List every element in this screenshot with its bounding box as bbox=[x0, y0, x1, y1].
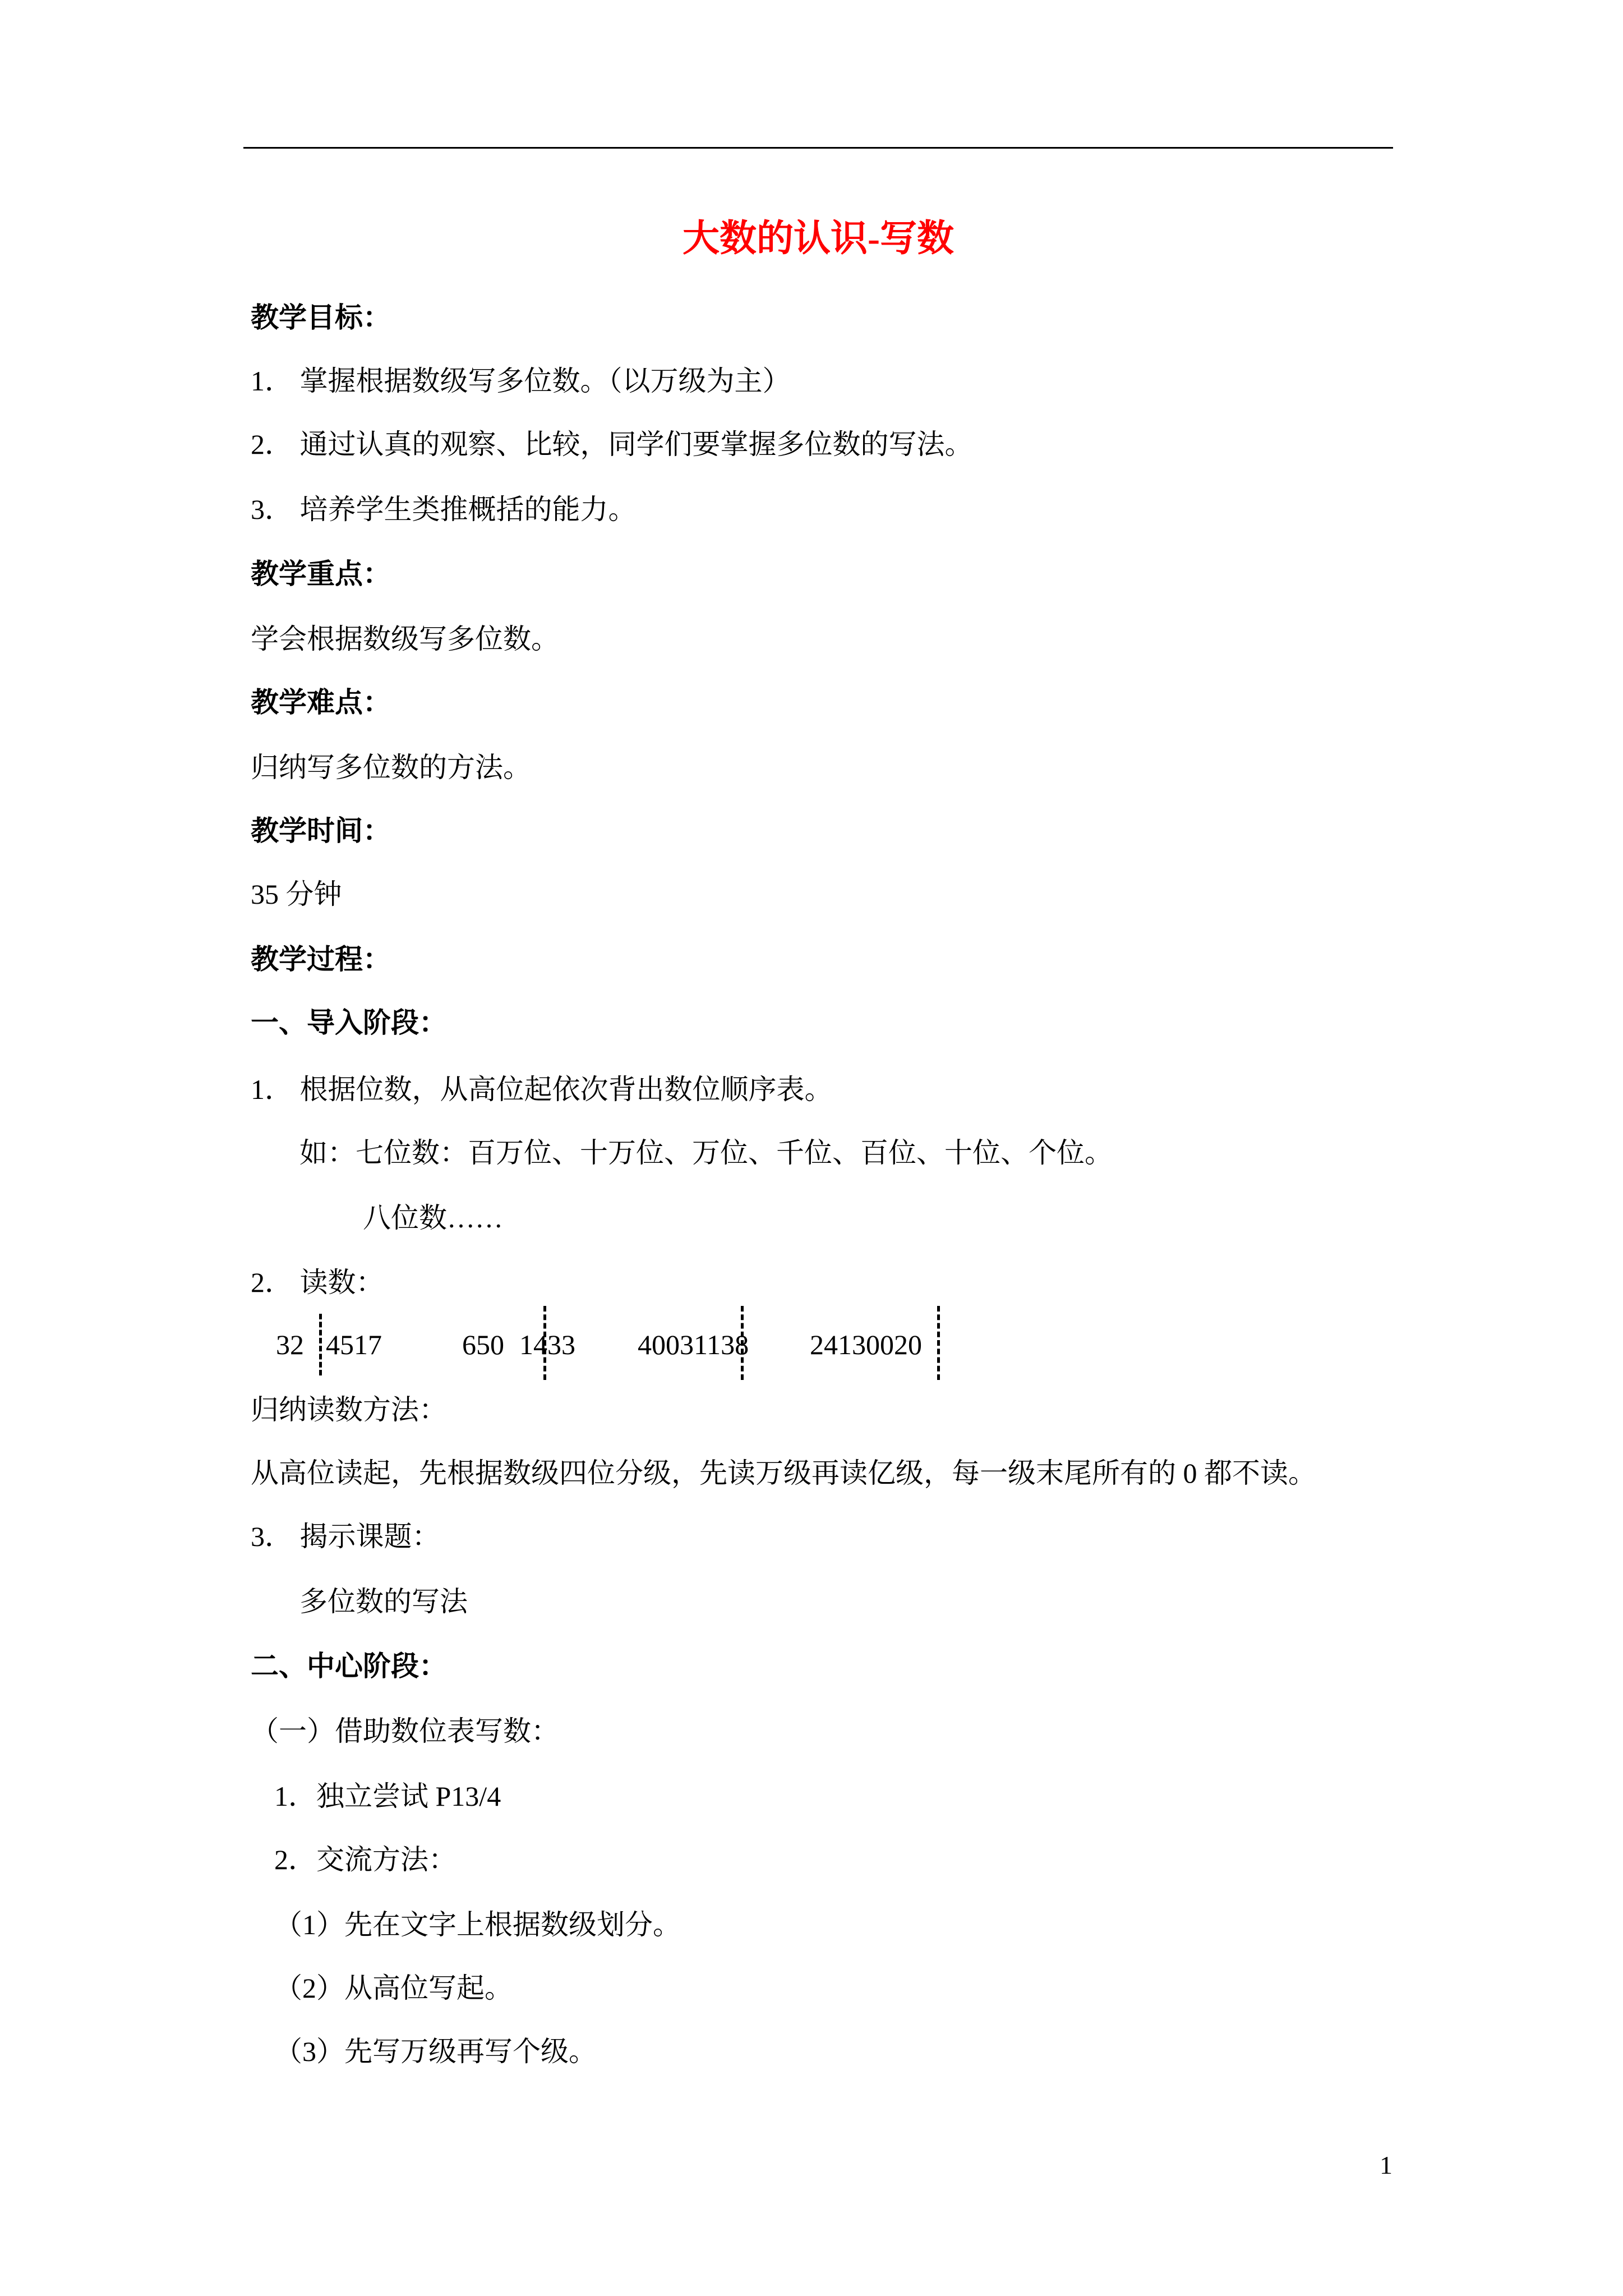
reading-number: 40031138 bbox=[638, 1329, 749, 1360]
page-number: 1 bbox=[1380, 2151, 1393, 2179]
reading-number: 1433 bbox=[519, 1329, 575, 1360]
level-divider bbox=[937, 1306, 940, 1380]
topic-text: 多位数的写法 bbox=[299, 1586, 468, 1617]
objective-item-3: 3． 培养学生类推概括的能力。 bbox=[251, 494, 637, 525]
time-heading: 教学时间： bbox=[251, 815, 391, 846]
subsection-heading: （一）借助数位表写数： bbox=[251, 1715, 559, 1747]
method-item-1: （1）先在文字上根据数级划分。 bbox=[274, 1909, 681, 1940]
step-2: 2．交流方法： bbox=[274, 1844, 457, 1875]
method-item-3: （3）先写万级再写个级。 bbox=[274, 2036, 597, 2067]
objectives-heading: 教学目标： bbox=[251, 302, 391, 333]
reading-number: 650 bbox=[462, 1329, 504, 1360]
summary-text: 从高位读起，先根据数级四位分级，先读万级再读亿级，每一级末尾所有的 0 都不读。 bbox=[251, 1457, 1316, 1489]
level-divider bbox=[741, 1306, 744, 1380]
difficulty-text: 归纳写多位数的方法。 bbox=[251, 752, 531, 783]
document-title: 大数的认识-写数 bbox=[683, 218, 954, 259]
example-continuation: 八位数…… bbox=[363, 1202, 503, 1234]
key-point-heading: 教学重点： bbox=[251, 558, 391, 590]
method-item-2: （2）从高位写起。 bbox=[274, 1972, 513, 2004]
reading-number: 24130020 bbox=[810, 1329, 922, 1360]
key-point-text: 学会根据数级写多位数。 bbox=[251, 623, 559, 655]
summary-heading: 归纳读数方法： bbox=[251, 1394, 447, 1425]
difficulty-heading: 教学难点： bbox=[251, 687, 391, 718]
time-text: 35 分钟 bbox=[251, 878, 342, 910]
stage2-heading: 二、中心阶段： bbox=[251, 1650, 447, 1682]
objective-item-1: 1． 掌握根据数级写多位数。（以万级为主） bbox=[251, 365, 791, 397]
stage1-item-3: 3． 揭示课题： bbox=[251, 1521, 440, 1552]
header-rule bbox=[243, 147, 1393, 149]
objective-item-2: 2． 通过认真的观察、比较，同学们要掌握多位数的写法。 bbox=[251, 429, 973, 460]
stage1-item-2: 2． 读数： bbox=[251, 1267, 384, 1298]
stage1-item-1: 1． 根据位数，从高位起依次背出数位顺序表。 bbox=[251, 1074, 833, 1105]
process-heading: 教学过程： bbox=[251, 944, 391, 975]
level-divider bbox=[543, 1306, 546, 1380]
example-line: 如：七位数：百万位、十万位、万位、千位、百位、十位、个位。 bbox=[299, 1137, 1113, 1168]
reading-number: 32 bbox=[276, 1329, 304, 1360]
reading-number: 4517 bbox=[326, 1329, 382, 1360]
level-divider bbox=[319, 1314, 322, 1375]
stage1-heading: 一、导入阶段： bbox=[251, 1007, 447, 1038]
step-1: 1．独立尝试 P13/4 bbox=[274, 1780, 501, 1812]
